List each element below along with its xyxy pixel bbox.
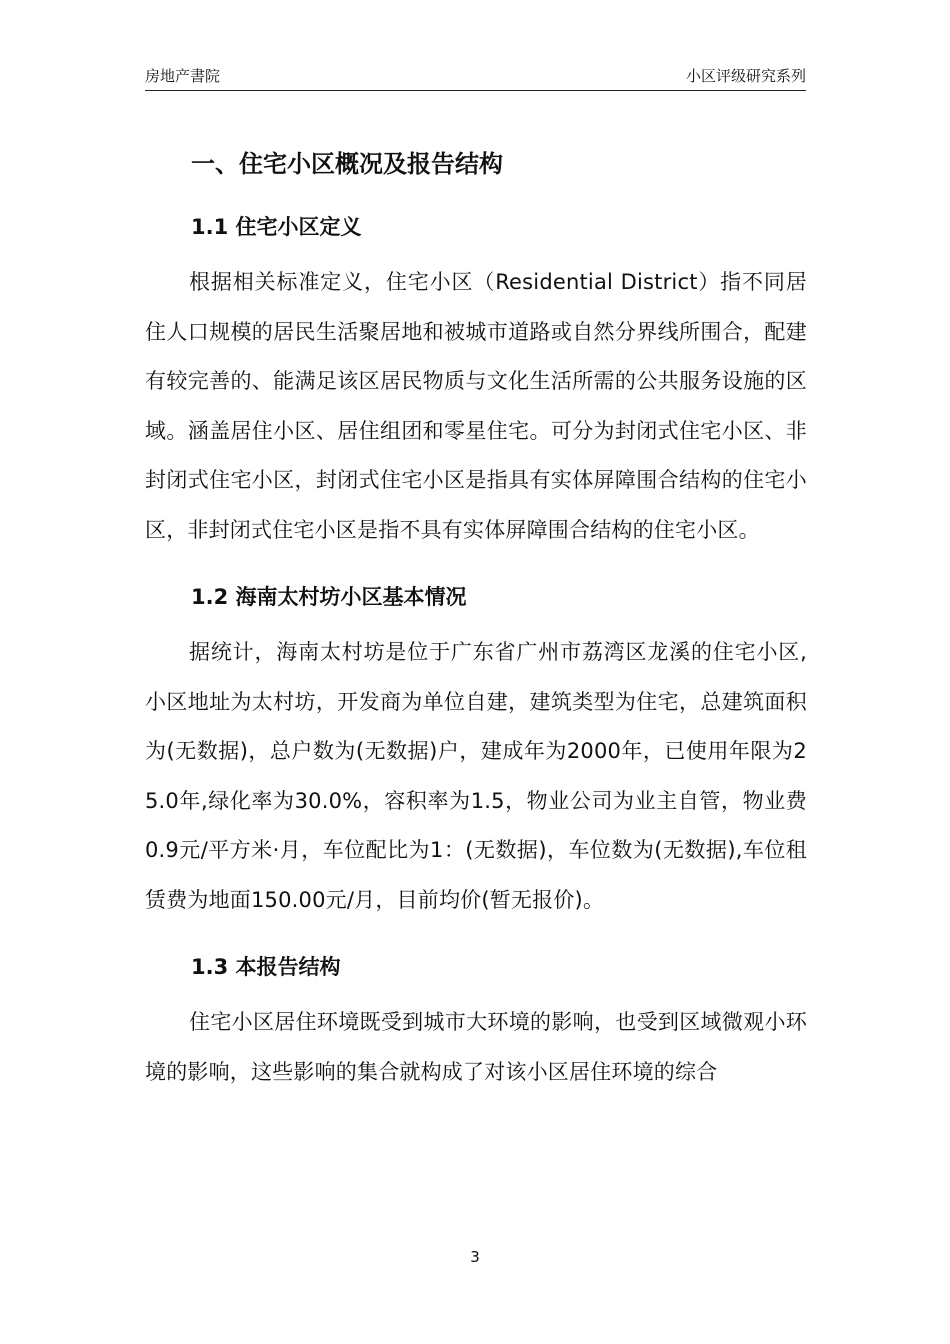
section-heading-1: 一、住宅小区概况及报告结构 [191,150,503,178]
section-heading-1-2: 1.2 海南太村坊小区基本情况 [191,585,467,609]
paragraph-community-info: 据统计，海南太村坊是位于广东省广州市荔湾区龙溪的住宅小区,小区地址为太村坊，开发商为单位自建，建筑类型为住宅，总建筑面积为(无数据)，总户数为(无数据)户，建成年为2000年，已使用年限为25.0年,绿化率为30.0%，容积率为1.5，物业公司为业主自管，物业费0.9元/平方米·月，车位配比为1：(无数据)，车位数为(无数据),车位租赁费为地面150.00元/月，目前均价(暂无报价)。 [145,640,807,912]
paragraph-report-structure: 住宅小区居住环境既受到城市大环境的影响，也受到区域微观小环境的影响，这些影响的集合就构成了对该小区居住环境的综合 [145,1010,807,1084]
header-publisher: 房地产書院 [145,67,221,85]
section-heading-1-1: 1.1 住宅小区定义 [191,215,362,239]
page-number: 3 [470,1248,480,1266]
paragraph-definition: 根据相关标准定义，住宅小区（Residential District）指不同居住人口规模的居民生活聚居地和被城市道路或自然分界线所围合，配建有较完善的、能满足该区居民物质与文化生活所需的公共服务设施的区域。涵盖居住小区、居住组团和零星住宅。可分为封闭式住宅小区、非封闭式住宅小区，封闭式住宅小区是指具有实体屏障围合结构的住宅小区，非封闭式住宅小区是指不具有实体屏障围合结构的住宅小区。 [145,270,807,542]
page-header [145,66,806,91]
header-series-title: 小区评级研究系列 [685,67,806,85]
page-content [145,132,807,1097]
section-heading-1-3: 1.3 本报告结构 [191,955,341,979]
